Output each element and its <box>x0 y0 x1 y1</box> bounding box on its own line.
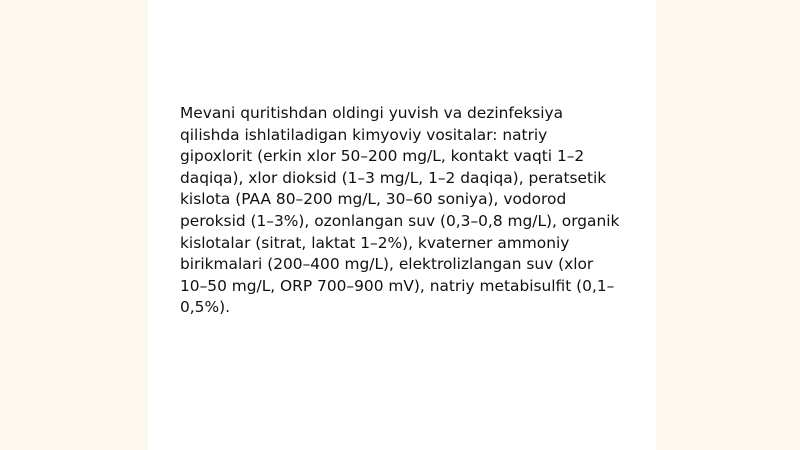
body-paragraph: Mevani quritishdan oldingi yuvish va dezinfeksiya qilishda ishlatiladigan kimyoviy vositalar: natriy gipoxlorit (erkin xlor 50–200 mg/L, kontakt vaqti 1–2 daqiqa), xlor dioksid (1–3 mg/L, 1–2 daqiqa), peratsetik kislota (PAA 80–200 mg/L, 30–60 soniya), vodorod peroksid (1–3%), ozonlangan suv (0,3–0,8 mg/L), organik kislotalar (sitrat, laktat 1–2%), kvaterner ammoniy birikmalari (200–400 mg/L), elektrolizlangan suv (xlor 10–50 mg/L, ORP 700–900 mV), natriy metabisulfit (0,1–0,5%). <box>180 104 620 317</box>
document-page <box>148 0 656 450</box>
